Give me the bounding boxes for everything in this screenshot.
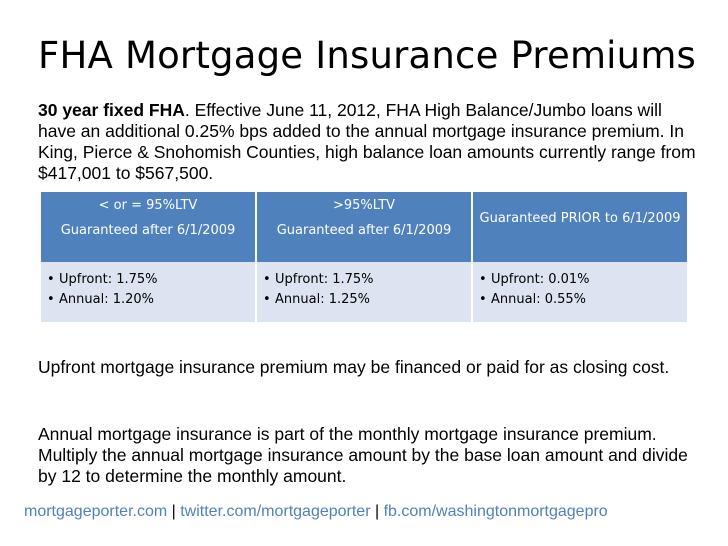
bullet-icon: •	[263, 272, 271, 287]
mortgageporter-link[interactable]: mortgageporter.com	[24, 503, 168, 520]
column-body	[41, 262, 255, 322]
footer-separator: |	[167, 503, 181, 520]
column-header-line1: < or = 95%LTV	[98, 198, 198, 213]
list-item: • Annual: 1.20%	[47, 290, 158, 310]
slide-title: FHA Mortgage Insurance Premiums	[38, 34, 697, 77]
intro-paragraph	[38, 100, 698, 184]
list-item: • Annual: 1.25%	[263, 290, 374, 310]
column-header	[473, 192, 687, 262]
twitter-link[interactable]: twitter.com/mortgageporter	[180, 503, 371, 520]
column-header-line2: Guaranteed PRIOR to 6/1/2009	[479, 211, 681, 226]
column-header-line2: Guaranteed after 6/1/2009	[60, 223, 236, 238]
bullet-icon: •	[479, 292, 487, 307]
bullet-icon: •	[47, 272, 55, 287]
column-body	[473, 262, 687, 322]
bullet-icon: •	[47, 292, 55, 307]
list-item: • Upfront: 1.75%	[47, 270, 158, 290]
list-item: • Upfront: 1.75%	[263, 270, 374, 290]
list-item: • Upfront: 0.01%	[479, 270, 590, 290]
footer-separator: |	[370, 503, 384, 520]
column-body	[257, 262, 471, 322]
annual-paragraph: Annual mortgage insurance is part of the monthly mortgage insurance premium. Multiply the annual mortgage insurance amount by the base loan amount and divide by 12 to determine the monthly amount.	[38, 424, 688, 486]
upfront-paragraph: Upfront mortgage insurance premium may be financed or paid for as closing cost.	[38, 357, 670, 377]
facebook-link[interactable]: fb.com/washingtonmortgagepro	[383, 503, 608, 520]
column-header	[41, 192, 255, 262]
column-header	[257, 192, 471, 262]
column-header-line1: >95%LTV	[332, 198, 396, 213]
list-item: • Annual: 0.55%	[479, 290, 590, 310]
bullet-icon: •	[263, 292, 271, 307]
intro-text: . Effective June 11, 2012, FHA High Balance/Jumbo loans will have an additional 0.25% bps added to the annual mortgage insurance premium. In King, Pierce & Snohomish Counties, high balance loan amounts currently range from $417,001 to $567,500.	[38, 100, 696, 183]
intro-bold: 30 year fixed FHA	[38, 100, 185, 120]
footer-links	[24, 503, 608, 521]
bullet-icon: •	[479, 272, 487, 287]
column-header-line2: Guaranteed after 6/1/2009	[276, 223, 452, 238]
